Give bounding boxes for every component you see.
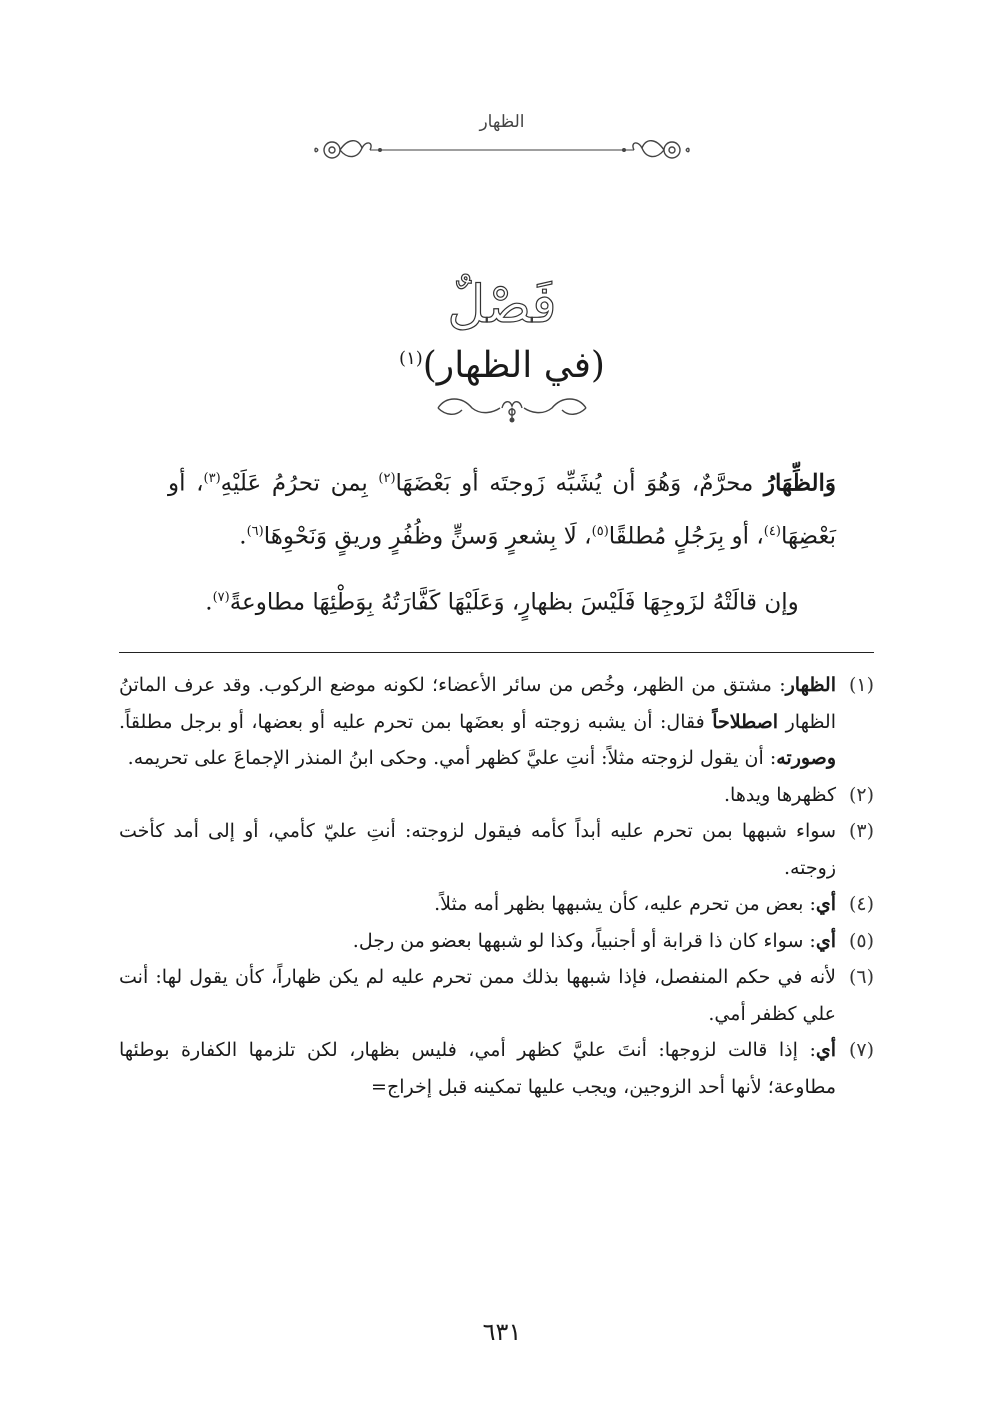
footnote-separator xyxy=(119,652,874,653)
footnote xyxy=(119,1032,874,1105)
footnotes-section xyxy=(119,667,874,1105)
matn-text-segment: . xyxy=(205,589,213,616)
footnote xyxy=(119,777,874,814)
footnote-bold: وصورته xyxy=(776,747,836,769)
footnote-text xyxy=(119,959,836,1032)
footnote-ref: (٦) xyxy=(246,523,264,539)
footnote-text xyxy=(119,813,836,886)
matn-text-segment: . xyxy=(239,523,247,550)
footnote-text xyxy=(119,886,836,923)
chapter-subtitle-text: (في الظهار) xyxy=(422,345,605,386)
chapter-heading: فَصْلٌ xyxy=(447,275,557,335)
footnote-ref: (٥) xyxy=(591,523,609,539)
matn-text-segment: ، لَا بِشعرٍ وَسنٍّ وظُفُرٍ وريقٍ وَنَحْوِهَا xyxy=(263,523,592,550)
footnote-number: (٤) xyxy=(848,893,874,915)
footnote-text xyxy=(119,1032,836,1105)
footnote-number: (١) xyxy=(848,674,874,696)
matn-text xyxy=(168,455,836,627)
footnote-text xyxy=(119,667,836,777)
footnote xyxy=(119,667,874,777)
matn-text-segment: بِمن تحرُمُ عَلَيْهِ xyxy=(220,470,379,497)
footnote-text xyxy=(119,777,836,814)
footnote-number: (٢) xyxy=(848,783,874,806)
footnote-number: (٣) xyxy=(848,820,874,842)
footnote-segment: لأنه في حكم المنفصل، فإذا شبهها بذلك ممن تحرم عليه لم يكن ظهاراً، كأن يقول لها: أنت علي كظفر أمي. xyxy=(119,966,836,1025)
footnote-ref: (٤) xyxy=(763,523,781,539)
footnote xyxy=(119,923,874,960)
footnote-segment: : مشتق من الظهر، وخُص من سائر الأعضاء؛ لكونه موضع الركوب. وقد عرف الماتنُ الظهار xyxy=(119,674,836,733)
matn-paragraph-2 xyxy=(168,574,836,627)
footnote-bold: أي xyxy=(815,929,836,952)
footnote-number: (٧) xyxy=(848,1039,874,1061)
footnote-ref: (٣) xyxy=(203,471,221,486)
footnote-bold: أي xyxy=(815,1039,836,1061)
footnote-ref: (٧) xyxy=(212,590,230,606)
footnote-bold: الظهار xyxy=(785,674,836,696)
footnote-segment: : بعض من تحرم عليه، كأن يشبهها بظهر أمه مثلاً. xyxy=(434,893,816,915)
header-ornament xyxy=(310,128,694,172)
matn-text-segment: وإن قالَتْهُ لزَوجِهَا فَلَيْسَ بظهارٍ، وَعَلَيْهَا كَفَّارَتُهُ بِوَطْئِهَا مطاوعةً xyxy=(229,589,799,616)
title-ornament xyxy=(432,390,592,426)
matn-term: وَالظِّهَارُ xyxy=(763,469,836,497)
footnote-segment: سواء شبهها بمن تحرم عليه أبداً كأمه فيقول لزوجته: أنتِ عليّ كأمي، أو إلى أمد كأخت زوجته. xyxy=(119,820,836,879)
footnote-bold: اصطلاحاً xyxy=(712,710,779,733)
footnote xyxy=(119,959,874,1032)
footnote-segment: فقال: أن يشبه زوجته أو بعضَها بمن تحرم عليه أو بعضها، أو برجل مطلقاً. xyxy=(119,710,713,733)
footnote-bold: أي xyxy=(815,893,836,915)
footnote-text xyxy=(119,923,836,960)
footnote-number: (٦) xyxy=(848,966,874,988)
footnote-segment: : أن يقول لزوجته مثلاً: أنتِ عليَّ كظهر أمي. وحكى ابنُ المنذر الإجماعَ على تحريمه. xyxy=(127,747,777,769)
footnote-number: (٥) xyxy=(848,929,874,952)
footnote xyxy=(119,886,874,923)
matn-text-segment: محرَّمٌ، وَهُوَ أن يُشَبِّه زَوجتَه أو بَعْضَهَا xyxy=(395,470,764,497)
footnote-segment: : إذا قالت لزوجها: أنتَ عليَّ كظهر أمي، فليس بظهار، لكن تلزمها الكفارة بوطئها مطاوعة؛ لأنها أحد الزوجين، ويجب عليها تمكينه قبل إخراج= xyxy=(119,1039,836,1098)
chapter-subtitle xyxy=(0,345,1004,386)
footnote xyxy=(119,813,874,886)
page-number: ٦٣١ xyxy=(482,1318,522,1346)
running-head: الظهار xyxy=(479,112,525,132)
footnote-ref: (٢) xyxy=(378,471,396,486)
footnote-segment: : سواء كان ذا قرابة أو أجنبياً، وكذا لو شبهها بعضو من رجل. xyxy=(352,929,816,952)
subtitle-footnote-ref: (١) xyxy=(399,348,423,369)
matn-text-segment: ، أو بَعْضِهَا xyxy=(168,470,836,550)
footnote-segment: كظهرها ويدها. xyxy=(723,783,836,806)
matn-text-segment: ، أو بِرَجُلٍ مُطلقًا xyxy=(608,523,764,550)
matn-paragraph-1 xyxy=(168,455,836,560)
